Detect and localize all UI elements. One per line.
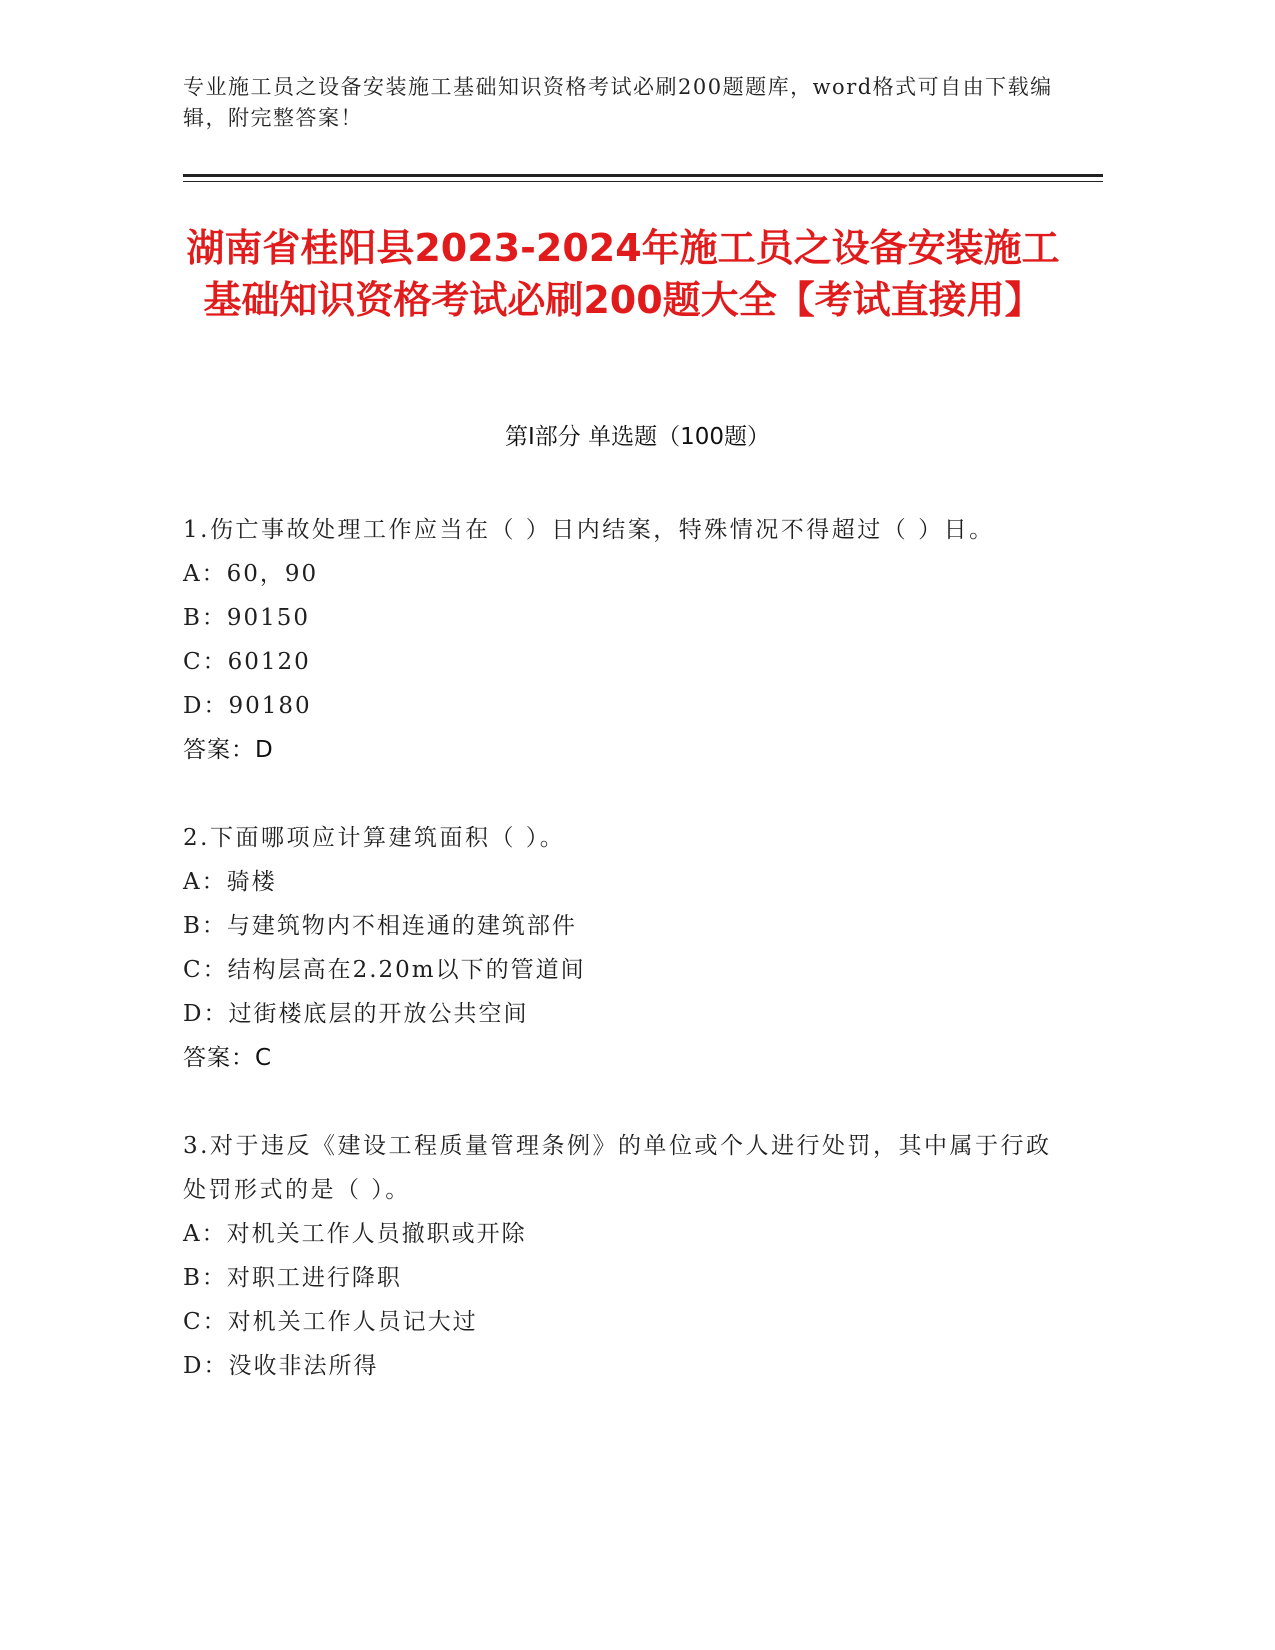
- question-stem: 3.对于违反《建设工程质量管理条例》的单位或个人进行处罚，其中属于行政处罚形式的是（ ）。: [183, 1133, 1052, 1203]
- answer: 答案：C: [183, 1045, 273, 1071]
- option-a: A：骑楼: [183, 869, 277, 895]
- question-2: [183, 816, 1063, 1080]
- option-c: C：60120: [183, 649, 311, 675]
- document-title: 湖南省桂阳县2023-2024年施工员之设备安装施工基础知识资格考试必刷200题大全【考试直接用】: [186, 226, 1060, 322]
- header-note: 专业施工员之设备安装施工基础知识资格考试必刷200题题库，word格式可自由下载编辑，附完整答案！: [183, 75, 1053, 130]
- option-a: A：60，90: [183, 561, 319, 587]
- question-stem: 2.下面哪项应计算建筑面积（ ）。: [183, 825, 566, 851]
- question-stem: 1.伤亡事故处理工作应当在（ ）日内结案，特殊情况不得超过（ ）日。: [183, 517, 995, 543]
- option-c: C：对机关工作人员记大过: [183, 1309, 478, 1335]
- option-b: B：90150: [183, 605, 311, 631]
- option-d: D：没收非法所得: [183, 1353, 379, 1379]
- option-b: B：对职工进行降职: [183, 1265, 402, 1291]
- option-a: A：对机关工作人员撤职或开除: [183, 1221, 527, 1247]
- answer: 答案：D: [183, 737, 274, 763]
- option-c: C：结构层高在2.20m以下的管道间: [183, 957, 586, 983]
- section-heading: 第Ⅰ部分 单选题（100题）: [505, 424, 770, 450]
- question-3: [183, 1124, 1063, 1388]
- header-rule-thick: [183, 174, 1103, 177]
- option-b: B：与建筑物内不相连通的建筑部件: [183, 913, 577, 939]
- question-list: [183, 508, 1063, 1432]
- option-d: D：90180: [183, 693, 312, 719]
- header-rule-thin: [183, 181, 1103, 182]
- question-1: [183, 508, 1063, 772]
- option-d: D：过街楼底层的开放公共空间: [183, 1001, 529, 1027]
